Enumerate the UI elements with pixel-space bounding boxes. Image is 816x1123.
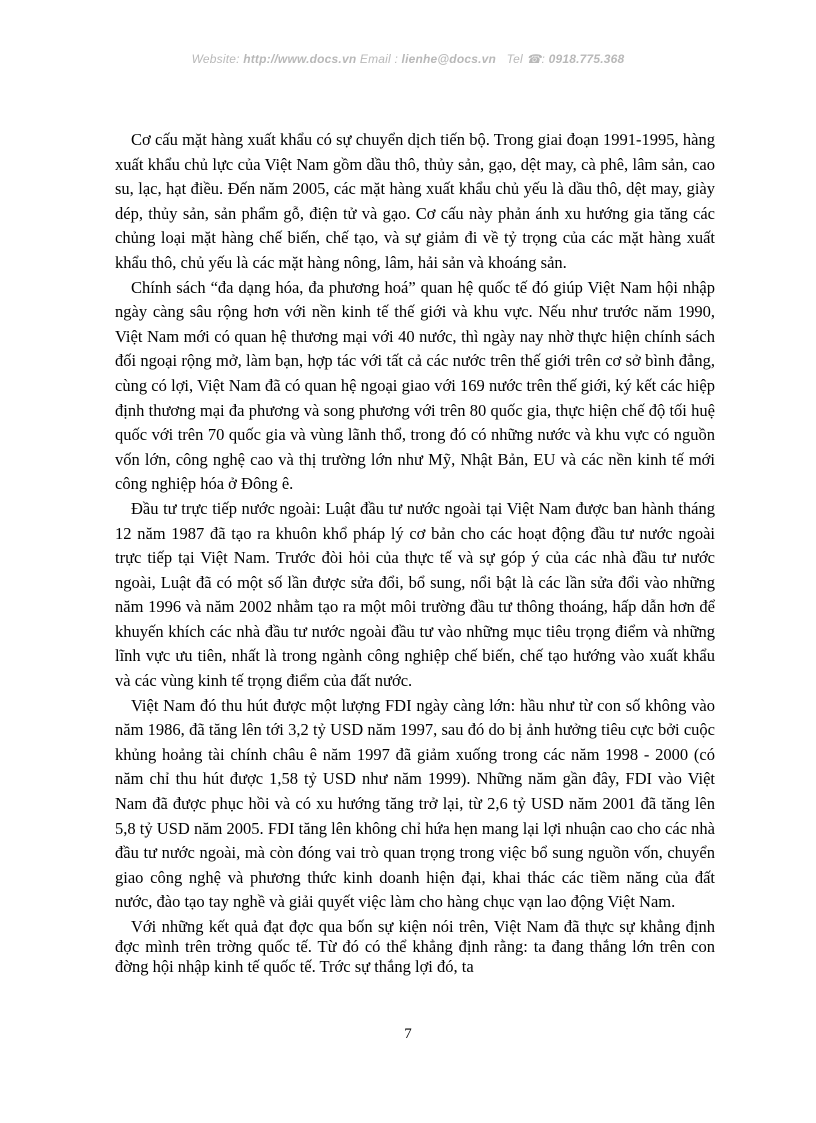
email-label: Email :: [359, 52, 398, 66]
paragraph-diversification-policy: Chính sách “đa dạng hóa, đa phương hoá” quan hệ quốc tế đó giúp Việt Nam hội nhập ngày càng sâu rộng hơn với nền kinh tế thế giới và khu vực. Nếu như trước năm 1990, Việt Nam mới có quan hệ thương mại với 40 nước, thì ngày nay nhờ thực hiện chính sách đối ngoại rộng mở, làm bạn, hợp tác với tất cả các nước trên thế giới trên cơ sở bình đẳng, cùng có lợi, Việt Nam đã có quan hệ ngoại giao với 169 nước trên thế giới, ký kết các hiệp định thương mại đa phương và song phương với trên 80 quốc gia, thực hiện chế độ tối huệ quốc với trên 70 quốc gia và vùng lãnh thổ, trong đó có những nước và khu vực có nguồn vốn lớn, công nghệ cao và thị trường lớn như Mỹ, Nhật Bản, EU và các nền kinh tế mới công nghiệp hóa ở Đông ê.: [115, 277, 715, 494]
email-link[interactable]: lienhe@docs.vn: [401, 52, 497, 66]
document-body: [115, 128, 715, 977]
website-label: Website:: [191, 52, 240, 66]
tel-label: Tel ☎:: [506, 52, 546, 66]
page-header: [0, 52, 816, 66]
paragraph-fdi-attraction: Việt Nam đó thu hút được một lượng FDI ngày càng lớn: hầu như từ con số không vào năm 1986, đã tăng lên tới 3,2 tỷ USD năm 1997, sau đó do bị ảnh hưởng tiêu cực bởi cuộc khủng hoảng tài chính châu ê năm 1997 đã giảm xuống trong các năm 1998 - 2000 (có năm chỉ thu hút được 1,58 tỷ USD như năm 1999). Những năm gần đây, FDI vào Việt Nam đã được phục hồi và có xu hướng tăng trở lại, từ 2,6 tỷ USD năm 2001 đã tăng lên 5,8 tỷ USD năm 2005. FDI tăng lên không chỉ hứa hẹn mang lại lợi nhuận cao cho các nhà đầu tư nước ngoài, mà còn đóng vai trò quan trọng trong việc bổ sung nguồn vốn, chuyển giao công nghệ và phương thức kinh doanh hiện đại, khai thác các tiềm năng của đất nước, đào tạo tay nghề và giải quyết việc làm cho hàng chục vạn lao động Việt Nam.: [115, 695, 715, 912]
page-number: 7: [404, 1026, 412, 1042]
paragraph-foreign-direct-investment: Đầu tư trực tiếp nước ngoài: Luật đầu tư nước ngoài tại Việt Nam được ban hành tháng 12 năm 1987 đã tạo ra khuôn khổ pháp lý cơ bản cho các hoạt động đầu tư nước ngoài trực tiếp tại Việt Nam. Trước đòi hỏi của thực tế và sự góp ý của các nhà đầu tư nước ngoài, Luật đã có một số lần được sửa đổi, bổ sung, nổi bật là các lần sửa đổi vào những năm 1996 và năm 2002 nhằm tạo ra một môi trường đầu tư thông thoáng, hấp dẫn hơn để khuyến khích các nhà đầu tư nước ngoài đầu tư vào những mục tiêu trọng điểm và những lĩnh vực ưu tiên, nhất là trong ngành công nghiệp chế biến, chế tạo hướng vào xuất khẩu và các vùng kinh tế trọng điểm của đất nước.: [115, 498, 715, 691]
website-link[interactable]: http://www.docs.vn: [243, 52, 357, 66]
tel-number: 0918.775.368: [548, 52, 625, 66]
paragraph-conclusion: Với những kết quả đạt đợc qua bốn sự kiện nói trên, Việt Nam đã thực sự khẳng định đợc mình trên trờng quốc tế. Từ đó có thể khẳng định rằng: ta đang thắng lớn trên con đờng hội nhập kinh tế quốc tế. Trớc sự thắng lợi đó, ta: [115, 917, 715, 976]
paragraph-export-structure: Cơ cấu mặt hàng xuất khẩu có sự chuyển dịch tiến bộ. Trong giai đoạn 1991-1995, hàng xuất khẩu chủ lực của Việt Nam gồm dầu thô, thủy sản, gạo, dệt may, cà phê, lâm sản, cao su, lạc, hạt điều. Đến năm 2005, các mặt hàng xuất khẩu chủ yếu là dầu thô, dệt may, giày dép, thủy sản, sản phẩm gỗ, điện tử và gạo. Cơ cấu này phản ánh xu hướng gia tăng các chủng loại mặt hàng chế biến, chế tạo, và sự giảm đi về tỷ trọng của các mặt hàng xuất khẩu thô, chủ yếu là các mặt hàng nông, lâm, hải sản và khoáng sản.: [115, 130, 715, 272]
